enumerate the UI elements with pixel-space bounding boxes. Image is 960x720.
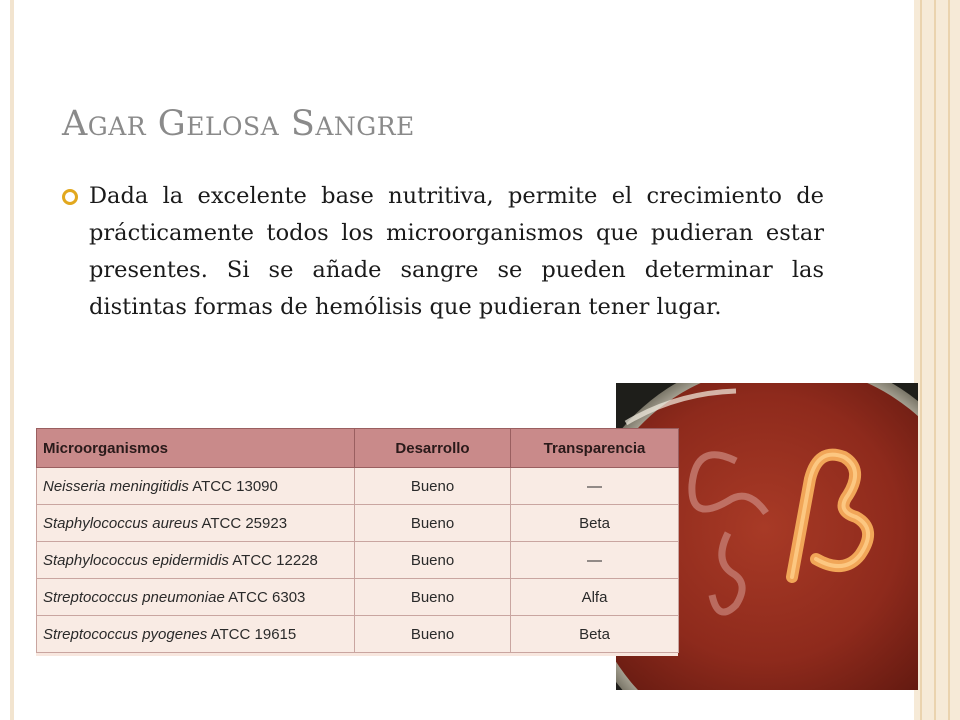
strain-id: ATCC 25923 bbox=[201, 514, 288, 532]
microorganism-cell bbox=[37, 542, 355, 579]
strain-id: ATCC 13090 bbox=[192, 477, 278, 495]
strain-id: ATCC 6303 bbox=[228, 588, 306, 606]
microorganism-cell bbox=[37, 468, 355, 505]
table-row bbox=[37, 468, 679, 505]
strain-id: ATCC 19615 bbox=[210, 625, 297, 643]
hemolysis-cell: Beta bbox=[511, 505, 679, 542]
microorganism-cell bbox=[37, 505, 355, 542]
microorganism-cell bbox=[37, 616, 355, 653]
growth-cell: Bueno bbox=[355, 616, 511, 653]
column-header: Transparencia bbox=[511, 429, 679, 468]
table-row bbox=[37, 616, 679, 653]
table-row bbox=[37, 505, 679, 542]
column-header: Desarrollo bbox=[355, 429, 511, 468]
microorganism-cell bbox=[37, 579, 355, 616]
strain-id: ATCC 12228 bbox=[232, 551, 318, 569]
hemolysis-cell: Beta bbox=[511, 616, 679, 653]
microorganism-table bbox=[36, 428, 678, 656]
species-name: Streptococcus pyogenes bbox=[43, 625, 208, 643]
table-row bbox=[37, 579, 679, 616]
hemolysis-cell: Alfa bbox=[511, 579, 679, 616]
bullet-point bbox=[62, 178, 824, 326]
table-header-row bbox=[37, 429, 679, 468]
left-frame-border bbox=[10, 0, 14, 720]
species-name: Staphylococcus epidermidis bbox=[43, 551, 229, 569]
hemolysis-cell: — bbox=[511, 542, 679, 579]
slide-title: Agar Gelosa Sangre bbox=[62, 104, 415, 144]
hemolysis-cell: — bbox=[511, 468, 679, 505]
right-decorative-strip bbox=[914, 0, 960, 720]
growth-cell: Bueno bbox=[355, 505, 511, 542]
species-name: Streptococcus pneumoniae bbox=[43, 588, 225, 606]
growth-cell: Bueno bbox=[355, 579, 511, 616]
table-row bbox=[37, 542, 679, 579]
species-name: Neisseria meningitidis bbox=[43, 477, 189, 495]
results-table bbox=[36, 428, 679, 653]
growth-cell: Bueno bbox=[355, 542, 511, 579]
growth-cell: Bueno bbox=[355, 468, 511, 505]
species-name: Staphylococcus aureus bbox=[43, 514, 199, 532]
bullet-text: Dada la excelente base nutritiva, permite el crecimiento de prácticamente todos los microorganismos que pudieran estar presentes. Si se añade sangre se pueden determinar las distintas formas de hemólisis que pudieran tener lugar. bbox=[89, 183, 824, 320]
ring-bullet-icon bbox=[62, 189, 78, 205]
column-header: Microorganismos bbox=[37, 429, 355, 468]
